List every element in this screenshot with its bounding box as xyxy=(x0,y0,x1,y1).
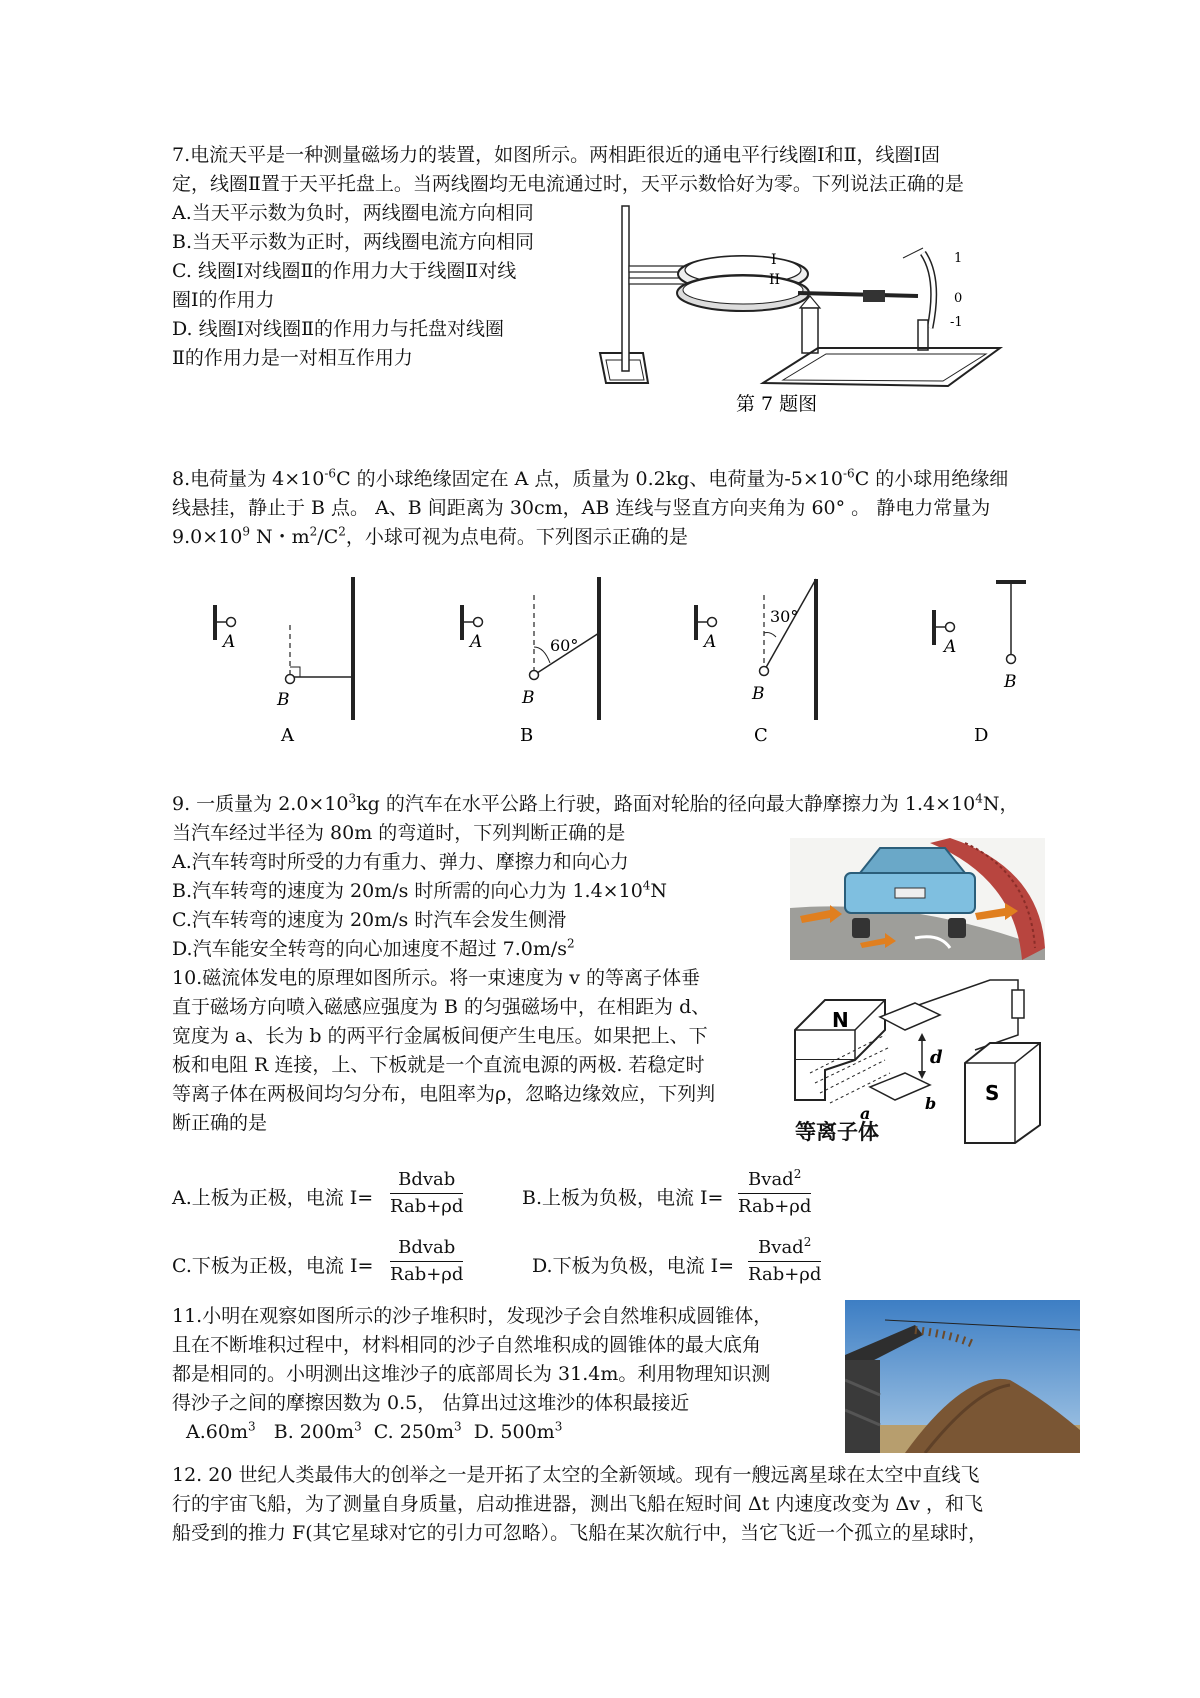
q8-a-point-b-label: B xyxy=(277,690,290,710)
q10-option-c-fraction xyxy=(390,1235,463,1288)
q10-option-c: C.下板为正极，电流 I= xyxy=(172,1255,374,1277)
q11-option-c: C. 250m xyxy=(373,1421,455,1443)
q7-option-d-line2: Ⅱ的作用力是一对相互作用力 xyxy=(172,347,413,369)
q10-stem-line6: 断正确的是 xyxy=(172,1112,268,1134)
q8-diagram-d-label: D xyxy=(974,725,989,745)
q8-diagram-b xyxy=(452,575,632,745)
q7-option-b: B.当天平示数为正时，两线圈电流方向相同 xyxy=(172,231,535,253)
q8-b-point-a-label: A xyxy=(470,632,483,652)
q11-options: $A.60m^3$ B. $200m^3$ C. $250m^3$ D. $500m^3$ xyxy=(186,1419,563,1443)
q12-stem-line3: 船受到的推力 F(其它星球对它的引力可忽略）。飞船在某次航行中，当它飞近一个孤立的星球时， xyxy=(172,1522,988,1544)
q11-stem-line2: 且在不断堆积过程中，材料相同的沙子自然堆积成的圆锥体的最大底角 xyxy=(172,1334,762,1356)
q10-figure-caption: 等离子体 xyxy=(795,1119,879,1144)
q11-stem-line3: 都是相同的。小明测出这堆沙子的底部周长为 31.4m。利用物理知识测 xyxy=(172,1363,771,1385)
q10-stem-line3: 宽度为 a、长为 b 的两平行金属板间便产生电压。如果把上、下 xyxy=(172,1025,708,1047)
q10-a-denominator: Rab+ρd xyxy=(390,1196,464,1217)
scale-bottom-label: -1 xyxy=(950,315,963,330)
q7-option-d-line1: D. 线圈Ⅰ对线圈Ⅱ的作用力与托盘对线圈 xyxy=(172,318,505,340)
q9-option-b: B.汽车转弯的速度为 20m/s 时所需的向心力为 $1.4\times 10^4N$ xyxy=(172,878,668,902)
q10-stem-line4: 板和电阻 R 连接，上、下板就是一个直流电源的两极. 若稳定时 xyxy=(172,1054,705,1076)
q8-diagram-b-label: B xyxy=(520,725,534,745)
q8-stem-line1: 8.电荷量为 $4\times 10^{-6}C$ 的小球绝缘固定在 A 点，质量为 0.2kg、电荷量为$-5\times 10^{-6}C$ 的小球用绝缘细 xyxy=(172,466,1009,490)
q8-c-angle-label: 30° xyxy=(770,607,799,626)
q10-b-denominator: Rab+ρd xyxy=(738,1196,812,1217)
q11-option-b: B. 200m xyxy=(273,1421,355,1443)
q8-diagram-d xyxy=(920,575,1080,745)
q8-diagram-c xyxy=(686,575,866,745)
q10-option-b: B.上板为负极，电流 I= xyxy=(522,1187,724,1209)
q10-d-denominator: Rab+ρd xyxy=(748,1264,822,1285)
q9-stem-line1: 9. 一质量为 $2.0\times 10^3kg$ 的汽车在水平公路上行驶，路面对轮胎的径向最大静摩擦力为 $1.4\times 10^4N$， xyxy=(172,791,1019,815)
q8-b-angle-label: 60° xyxy=(550,636,579,655)
q8-stem-line3: $9.0\times 10^9$ N・$m^2/C^2$，小球可视为点电荷。下列图示正确的是 xyxy=(172,524,688,548)
q11-stem-line1: 11.小明在观察如图所示的沙子堆积时，发现沙子会自然堆积成圆锥体， xyxy=(172,1305,773,1327)
q10-c-denominator: Rab+ρd xyxy=(390,1264,464,1285)
q12-stem-line2: 行的宇宙飞船，为了测量自身质量，启动推进器，测出飞船在短时间 Δt 内速度改变为 Δv ，和飞 xyxy=(172,1493,983,1515)
q7-stem-line1: 7.电流天平是一种测量磁场力的装置，如图所示。两相距很近的通电平行线圈Ⅰ和Ⅱ，线圈Ⅰ固 xyxy=(172,144,941,166)
q8-c-point-b-label: B xyxy=(752,684,765,704)
q7-option-a: A.当天平示数为负时，两线圈电流方向相同 xyxy=(172,202,534,224)
q8-diagram-a-label: A xyxy=(281,725,294,745)
q7-stem-line2: 定，线圈Ⅱ置于天平托盘上。当两线圈均无电流通过时，天平示数恰好为零。下列说法正确的是 xyxy=(172,173,964,195)
south-pole-label: S xyxy=(985,1081,1000,1105)
q10-d-numerator: Bvad$^2$ xyxy=(748,1235,821,1262)
q11-sand-pile-photo xyxy=(845,1300,1080,1453)
q7-figure-caption: 第 7 题图 xyxy=(736,393,818,415)
plate-gap-label: d xyxy=(930,1047,943,1068)
q10-option-a-fraction xyxy=(390,1167,463,1220)
q10-stem-line5: 等离子体在两极间均匀分布，电阻率为ρ，忽略边缘效应，下列判 xyxy=(172,1083,716,1105)
plate-length-label: b xyxy=(925,1094,937,1113)
scale-zero-label: 0 xyxy=(954,291,963,306)
q9-stem-line2: 当汽车经过半径为 80m 的弯道时，下列判断正确的是 xyxy=(172,822,626,844)
coil-1-label: I xyxy=(771,252,777,268)
q11-stem-line4: 得沙子之间的摩擦因数为 0.5， 估算出过这堆沙的体积最接近 xyxy=(172,1392,690,1414)
q9-option-c: C.汽车转弯的速度为 20m/s 时汽车会发生侧滑 xyxy=(172,909,567,931)
q9-car-turning-photo xyxy=(790,838,1045,960)
q7-option-c-line1: C. 线圈Ⅰ对线圈Ⅱ的作用力大于线圈Ⅱ对线 xyxy=(172,260,517,282)
q11-option-d: D. 500m xyxy=(473,1421,555,1443)
north-pole-label: N xyxy=(832,1008,849,1032)
q8-stem-line2: 线悬挂，静止于 B 点。 A、B 间距离为 30cm，AB 连线与竖直方向夹角为 60° 。 静电力常量为 xyxy=(172,497,991,519)
q9-option-a: A.汽车转弯时所受的力有重力、弹力、摩擦力和向心力 xyxy=(172,851,629,873)
coil-2-label: II xyxy=(769,272,781,288)
q7-option-c-line2: 圈Ⅰ的作用力 xyxy=(172,289,275,311)
q7-current-balance-figure xyxy=(588,198,1008,420)
q8-c-point-a-label: A xyxy=(704,632,717,652)
q8-d-point-a-label: A xyxy=(944,637,957,657)
q8-a-point-a-label: A xyxy=(223,632,236,652)
q10-stem-line1: 10.磁流体发电的原理如图所示。将一束速度为 v 的等离子体垂 xyxy=(172,967,701,989)
q10-option-a: A.上板为正极，电流 I= xyxy=(172,1187,374,1209)
q10-stem-line2: 直于磁场方向喷入磁感应强度为 B 的匀强磁场中，在相距为 d、 xyxy=(172,996,711,1018)
q8-diagram-c-label: C xyxy=(754,725,768,745)
scale-top-label: 1 xyxy=(954,251,963,266)
q9-option-d: D.汽车能安全转弯的向心加速度不超过 $7.0m/s^2$ xyxy=(172,936,575,960)
q11-option-a: A.60m xyxy=(186,1421,248,1443)
q10-a-numerator: Bdvab xyxy=(390,1167,463,1194)
q10-option-b-fraction xyxy=(738,1167,811,1220)
q10-option-d: D.下板为负极，电流 I= xyxy=(532,1255,735,1277)
q8-b-point-b-label: B xyxy=(522,688,535,708)
q12-stem-line1: 12. 20 世纪人类最伟大的创举之一是开拓了太空的全新领域。现有一艘远离星球在太空中直线飞 xyxy=(172,1464,980,1486)
q8-d-point-b-label: B xyxy=(1004,672,1017,692)
plate-width-label: a xyxy=(860,1104,871,1123)
q10-b-numerator: Bvad$^2$ xyxy=(738,1167,811,1194)
q8-diagram-a xyxy=(205,575,385,745)
q10-c-numerator: Bdvab xyxy=(390,1235,463,1262)
q10-option-d-fraction xyxy=(748,1235,821,1288)
